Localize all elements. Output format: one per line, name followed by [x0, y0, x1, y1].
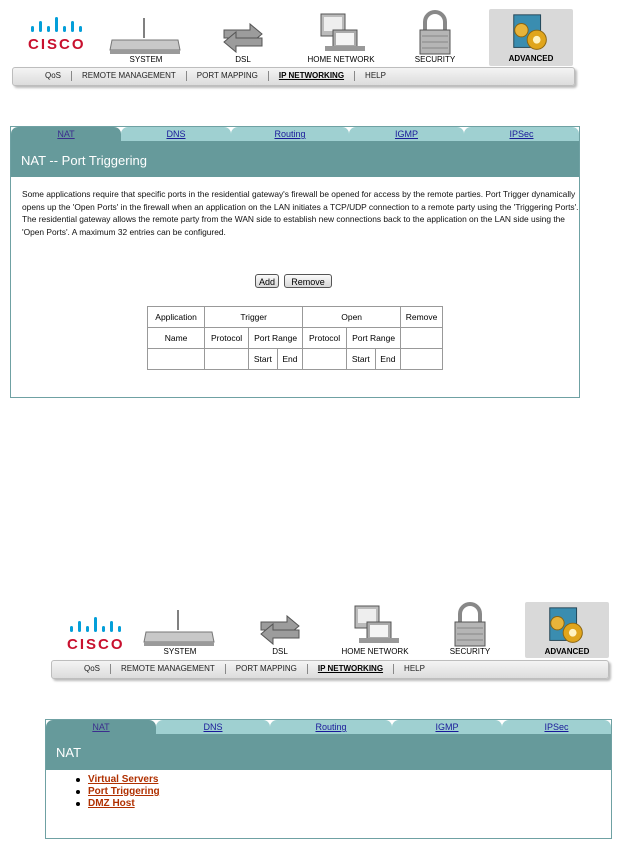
nav-advanced[interactable] — [525, 602, 609, 658]
list-item — [76, 774, 160, 786]
title-bar — [11, 141, 579, 177]
top-header-2 — [37, 598, 626, 698]
padlock-icon — [410, 10, 460, 56]
exchange-arrows-icon — [218, 16, 268, 56]
empty-cell — [148, 349, 205, 370]
nat-panel — [45, 719, 612, 839]
tab-bar — [11, 127, 579, 141]
empty-cell — [303, 349, 347, 370]
subnav-port-mapping[interactable]: PORT MAPPING — [187, 71, 269, 81]
nav-security[interactable] — [410, 10, 460, 64]
tab-bar — [46, 720, 611, 734]
header-trigger: Trigger — [205, 307, 303, 328]
subnav-qos[interactable]: QoS — [35, 71, 72, 81]
top-header-1 — [0, 0, 626, 100]
nav-advanced[interactable] — [489, 9, 573, 66]
tab-routing[interactable]: Routing — [270, 720, 392, 734]
tab-dns[interactable]: DNS — [156, 720, 270, 734]
computers-icon — [303, 12, 379, 56]
nav-label: SYSTEM — [163, 647, 197, 656]
tab-routing[interactable]: Routing — [231, 127, 349, 141]
nav-dsl[interactable] — [255, 608, 305, 656]
link-virtual-servers[interactable]: Virtual Servers — [88, 774, 159, 785]
nav-label: DSL — [235, 55, 251, 64]
subnav-remote-management[interactable]: REMOTE MANAGEMENT — [111, 664, 226, 674]
header-open-port-range: Port Range — [347, 328, 401, 349]
nav-label: SYSTEM — [129, 55, 163, 64]
nav-label: DSL — [272, 647, 288, 656]
cisco-bars-icon — [30, 17, 92, 35]
cisco-wordmark: CISCO — [67, 636, 125, 653]
tab-igmp[interactable]: IGMP — [392, 720, 502, 734]
cisco-wordmark: CISCO — [28, 36, 86, 53]
description-text: Some applications require that specific ports in the residential gateway's firewall be opened for access by the remote parties. Port Trigger dynamically opens up the 'Open Ports' in the firewall when an application on the LAN initiates a TCP/UDP connection to a remote party using the 'Triggering Ports'. The residential gateway allows the remote party from the WAN side to establish new connections back to the application on the LAN side using the 'Open Ports'. A maximum 32 entries can be configured. — [22, 189, 579, 237]
tab-nat[interactable]: NAT — [46, 720, 156, 734]
page-title: NAT -- Port Triggering — [21, 153, 147, 168]
subnav-port-mapping[interactable]: PORT MAPPING — [226, 664, 308, 674]
port-triggering-panel — [10, 126, 580, 398]
cisco-logo[interactable] — [28, 17, 98, 57]
subnav-help[interactable]: HELP — [404, 664, 425, 673]
computers-icon — [337, 604, 413, 648]
nav-label: ADVANCED — [544, 647, 590, 656]
add-button[interactable]: Add — [255, 274, 279, 288]
subnav-ip-networking[interactable]: IP NETWORKING — [269, 71, 355, 81]
link-dmz-host[interactable]: DMZ Host — [88, 798, 135, 809]
header-open-start: Start — [347, 349, 376, 370]
nav-label: SECURITY — [414, 55, 456, 64]
nav-label: HOME NETWORK — [307, 55, 375, 64]
sub-navigation — [12, 67, 575, 86]
exchange-arrows-icon — [255, 608, 305, 648]
header-remove: Remove — [401, 307, 443, 328]
tab-dns[interactable]: DNS — [121, 127, 231, 141]
subnav-qos[interactable]: QoS — [74, 664, 111, 674]
header-name: Name — [148, 328, 205, 349]
empty-cell — [401, 349, 443, 370]
list-item — [76, 786, 160, 798]
subnav-help[interactable]: HELP — [365, 71, 386, 80]
header-application: Application — [148, 307, 205, 328]
tab-ipsec[interactable]: IPSec — [502, 720, 611, 734]
page-title: NAT — [56, 745, 82, 760]
router-icon — [108, 16, 184, 56]
subnav-ip-networking[interactable]: IP NETWORKING — [308, 664, 394, 674]
nav-system[interactable] — [142, 608, 218, 656]
nav-system[interactable] — [108, 16, 184, 64]
tab-igmp[interactable]: IGMP — [349, 127, 464, 141]
router-icon — [142, 608, 218, 648]
link-port-triggering[interactable]: Port Triggering — [88, 786, 160, 797]
remove-button[interactable]: Remove — [284, 274, 332, 288]
nav-label: ADVANCED — [508, 54, 554, 63]
padlock-icon — [445, 602, 495, 648]
header-open: Open — [303, 307, 401, 328]
header-open-protocol: Protocol — [303, 328, 347, 349]
header-trigger-port-range: Port Range — [249, 328, 303, 349]
empty-cell — [205, 349, 249, 370]
sub-navigation — [51, 660, 609, 679]
empty-cell — [401, 328, 443, 349]
header-trigger-protocol: Protocol — [205, 328, 249, 349]
title-bar — [46, 734, 611, 770]
nav-security[interactable] — [445, 602, 495, 656]
tab-nat[interactable]: NAT — [11, 127, 121, 141]
nat-links-list — [76, 774, 160, 810]
cisco-logo[interactable] — [67, 617, 137, 657]
header-trigger-end: End — [277, 349, 303, 370]
nav-dsl[interactable] — [218, 16, 268, 64]
subnav-remote-management[interactable]: REMOTE MANAGEMENT — [72, 71, 187, 81]
nav-label: SECURITY — [449, 647, 491, 656]
port-trigger-table — [147, 306, 443, 370]
header-open-end: End — [375, 349, 401, 370]
header-trigger-start: Start — [249, 349, 278, 370]
cisco-bars-icon — [69, 617, 131, 635]
tab-ipsec[interactable]: IPSec — [464, 127, 579, 141]
nav-home-network[interactable] — [337, 604, 413, 656]
list-item — [76, 798, 160, 810]
nav-label: HOME NETWORK — [341, 647, 409, 656]
nav-home-network[interactable] — [303, 12, 379, 64]
